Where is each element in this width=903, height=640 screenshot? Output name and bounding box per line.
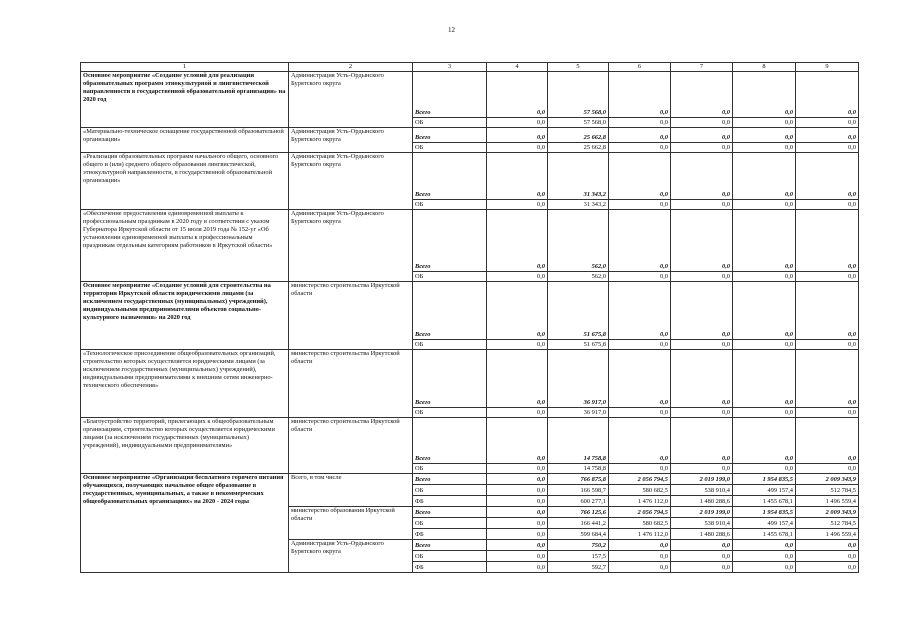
amount-cell: 0,0 bbox=[733, 118, 796, 128]
amount-cell: 0,0 bbox=[487, 529, 548, 540]
amount-cell: 0,0 bbox=[671, 72, 733, 118]
funding-source: ФБ bbox=[413, 529, 487, 540]
column-number-2: 2 bbox=[289, 63, 413, 72]
funding-source: Всего bbox=[413, 350, 487, 408]
amount-cell: 0,0 bbox=[487, 210, 548, 272]
amount-cell: 512 784,5 bbox=[796, 485, 859, 496]
amount-cell: 2 056 794,5 bbox=[609, 474, 671, 485]
amount-cell: 0,0 bbox=[796, 562, 859, 573]
amount-cell: 0,0 bbox=[671, 540, 733, 551]
amount-cell: 0,0 bbox=[796, 340, 859, 350]
amount-cell: 25 662,8 bbox=[548, 143, 609, 153]
amount-cell: 1 455 678,1 bbox=[733, 496, 796, 507]
funding-source: Всего bbox=[413, 72, 487, 118]
funding-source: Всего bbox=[413, 282, 487, 340]
executor-name: министерство строительства Иркутской области bbox=[289, 282, 413, 350]
amount-cell: 51 675,8 bbox=[548, 282, 609, 340]
amount-cell: 0,0 bbox=[487, 72, 548, 118]
amount-cell: 562,0 bbox=[548, 272, 609, 282]
amount-cell: 512 784,5 bbox=[796, 518, 859, 529]
table-row bbox=[81, 350, 859, 408]
amount-cell: 0,0 bbox=[733, 340, 796, 350]
amount-cell: 25 662,8 bbox=[548, 128, 609, 143]
amount-cell: 166 598,7 bbox=[548, 485, 609, 496]
amount-cell: 0,0 bbox=[487, 128, 548, 143]
amount-cell: 0,0 bbox=[671, 200, 733, 210]
amount-cell: 0,0 bbox=[609, 128, 671, 143]
amount-cell: 36 917,0 bbox=[548, 350, 609, 408]
amount-cell: 0,0 bbox=[487, 562, 548, 573]
amount-cell: 2 019 199,0 bbox=[671, 474, 733, 485]
amount-cell: 0,0 bbox=[609, 551, 671, 562]
amount-cell: 1 954 835,5 bbox=[733, 507, 796, 518]
budget-table bbox=[80, 62, 859, 573]
amount-cell: 0,0 bbox=[733, 72, 796, 118]
amount-cell: 0,0 bbox=[487, 143, 548, 153]
amount-cell: 36 917,0 bbox=[548, 408, 609, 418]
amount-cell: 0,0 bbox=[487, 518, 548, 529]
event-name: Основное мероприятие «Создание условий для реализации образовательных программ этнокультурной и лингвистической направленности в государственной образовательной организации» на 2020 год bbox=[81, 72, 289, 128]
funding-source: ОБ bbox=[413, 118, 487, 128]
column-number-9: 9 bbox=[796, 63, 859, 72]
amount-cell: 562,0 bbox=[548, 210, 609, 272]
funding-source: ОБ bbox=[413, 408, 487, 418]
executor-name: Администрация Усть-Ордынского Бурятского округа bbox=[289, 72, 413, 128]
column-number-5: 5 bbox=[548, 63, 609, 72]
amount-cell: 0,0 bbox=[733, 272, 796, 282]
table-row bbox=[81, 128, 859, 143]
amount-cell: 499 157,4 bbox=[733, 485, 796, 496]
table-header-row bbox=[81, 63, 859, 72]
table-row bbox=[81, 210, 859, 272]
amount-cell: 499 157,4 bbox=[733, 518, 796, 529]
funding-source: Всего bbox=[413, 128, 487, 143]
funding-source: ФБ bbox=[413, 562, 487, 573]
amount-cell: 0,0 bbox=[671, 562, 733, 573]
amount-cell: 0,0 bbox=[796, 408, 859, 418]
amount-cell: 0,0 bbox=[671, 153, 733, 200]
amount-cell: 0,0 bbox=[487, 153, 548, 200]
event-name: «Реализация образовательных программ начального общего, основного общего и (или) среднего общего образования лингвистической, этнокультурной направленности, в государственной образовательной организации» bbox=[81, 153, 289, 210]
amount-cell: 0,0 bbox=[609, 153, 671, 200]
amount-cell: 31 343,2 bbox=[548, 200, 609, 210]
column-number-4: 4 bbox=[487, 63, 548, 72]
amount-cell: 2 009 343,9 bbox=[796, 474, 859, 485]
amount-cell: 0,0 bbox=[671, 350, 733, 408]
funding-source: Всего bbox=[413, 210, 487, 272]
funding-source: ОБ bbox=[413, 340, 487, 350]
amount-cell: 0,0 bbox=[609, 282, 671, 340]
funding-source: Всего bbox=[413, 540, 487, 551]
amount-cell: 0,0 bbox=[733, 350, 796, 408]
funding-source: ОБ bbox=[413, 143, 487, 153]
amount-cell: 0,0 bbox=[487, 464, 548, 474]
executor-name: министерство строительства Иркутской области bbox=[289, 418, 413, 474]
amount-cell: 0,0 bbox=[609, 418, 671, 464]
amount-cell: 0,0 bbox=[609, 540, 671, 551]
amount-cell: 0,0 bbox=[671, 551, 733, 562]
amount-cell: 1 954 835,5 bbox=[733, 474, 796, 485]
amount-cell: 0,0 bbox=[671, 418, 733, 464]
amount-cell: 750,2 bbox=[548, 540, 609, 551]
event-name: «Технологическое присоединение общеобразовательных организаций, строительство которых осуществляется юридическими лицами (за исключением государственных (муниципальных) учреждений), индивидуальными предпринимателями к внешним сетям инженерно-технического обеспечения» bbox=[81, 350, 289, 418]
amount-cell: 0,0 bbox=[609, 72, 671, 118]
amount-cell: 0,0 bbox=[487, 418, 548, 464]
amount-cell: 57 568,0 bbox=[548, 118, 609, 128]
amount-cell: 0,0 bbox=[487, 540, 548, 551]
column-number-3: 3 bbox=[413, 63, 487, 72]
amount-cell: 0,0 bbox=[671, 464, 733, 474]
table-row bbox=[81, 418, 859, 464]
amount-cell: 0,0 bbox=[733, 418, 796, 464]
amount-cell: 538 910,4 bbox=[671, 518, 733, 529]
amount-cell: 0,0 bbox=[487, 474, 548, 485]
amount-cell: 1 455 678,1 bbox=[733, 529, 796, 540]
amount-cell: 0,0 bbox=[671, 210, 733, 272]
amount-cell: 0,0 bbox=[796, 350, 859, 408]
amount-cell: 580 682,5 bbox=[609, 518, 671, 529]
event-name: «Материально-техническое оснащение государственной образовательной организации» bbox=[81, 128, 289, 153]
amount-cell: 0,0 bbox=[487, 282, 548, 340]
funding-source: ОБ bbox=[413, 551, 487, 562]
amount-cell: 1 496 559,4 bbox=[796, 529, 859, 540]
amount-cell: 0,0 bbox=[487, 408, 548, 418]
amount-cell: 0,0 bbox=[796, 118, 859, 128]
amount-cell: 0,0 bbox=[796, 143, 859, 153]
amount-cell: 0,0 bbox=[487, 200, 548, 210]
amount-cell: 0,0 bbox=[733, 210, 796, 272]
amount-cell: 0,0 bbox=[733, 282, 796, 340]
amount-cell: 0,0 bbox=[487, 118, 548, 128]
amount-cell: 0,0 bbox=[671, 143, 733, 153]
amount-cell: 0,0 bbox=[671, 282, 733, 340]
amount-cell: 2 019 199,0 bbox=[671, 507, 733, 518]
amount-cell: 580 682,5 bbox=[609, 485, 671, 496]
amount-cell: 0,0 bbox=[796, 72, 859, 118]
amount-cell: 0,0 bbox=[609, 408, 671, 418]
amount-cell: 599 684,4 bbox=[548, 529, 609, 540]
table-row bbox=[81, 153, 859, 200]
amount-cell: 0,0 bbox=[733, 540, 796, 551]
executor-name: Всего, в том числе bbox=[289, 474, 413, 507]
amount-cell: 57 568,0 bbox=[548, 72, 609, 118]
amount-cell: 14 758,8 bbox=[548, 464, 609, 474]
table-row bbox=[81, 474, 859, 485]
funding-source: ОБ bbox=[413, 518, 487, 529]
amount-cell: 0,0 bbox=[487, 551, 548, 562]
executor-name: министерство образования Иркутской области bbox=[289, 507, 413, 540]
amount-cell: 0,0 bbox=[796, 551, 859, 562]
executor-name: министерство строительства Иркутской области bbox=[289, 350, 413, 418]
executor-name: Администрация Усть-Ордынского Бурятского округа bbox=[289, 540, 413, 573]
amount-cell: 0,0 bbox=[487, 350, 548, 408]
amount-cell: 1 480 288,6 bbox=[671, 496, 733, 507]
table-row bbox=[81, 282, 859, 340]
event-name: «Обеспечение предоставления единовременной выплаты к профессиональным праздникам в 2020 году в соответствии с указом Губернатора Иркутской области от 15 июля 2019 года № 152-уг «Об установлении единовременной выплаты к профессиональным праздникам отдельным категориям работников в Иркутской области» bbox=[81, 210, 289, 282]
amount-cell: 0,0 bbox=[609, 350, 671, 408]
amount-cell: 1 476 112,0 bbox=[609, 496, 671, 507]
amount-cell: 0,0 bbox=[671, 118, 733, 128]
executor-name: Администрация Усть-Ордынского Бурятского округа bbox=[289, 210, 413, 282]
amount-cell: 0,0 bbox=[671, 408, 733, 418]
amount-cell: 592,7 bbox=[548, 562, 609, 573]
executor-name: Администрация Усть-Ордынского Бурятского округа bbox=[289, 128, 413, 153]
funding-source: ФБ bbox=[413, 496, 487, 507]
column-number-8: 8 bbox=[733, 63, 796, 72]
amount-cell: 538 910,4 bbox=[671, 485, 733, 496]
amount-cell: 2 056 794,5 bbox=[609, 507, 671, 518]
amount-cell: 0,0 bbox=[796, 418, 859, 464]
amount-cell: 0,0 bbox=[609, 464, 671, 474]
amount-cell: 766 875,8 bbox=[548, 474, 609, 485]
amount-cell: 0,0 bbox=[487, 496, 548, 507]
funding-source: Всего bbox=[413, 153, 487, 200]
amount-cell: 0,0 bbox=[796, 464, 859, 474]
funding-source: Всего bbox=[413, 507, 487, 518]
column-number-7: 7 bbox=[671, 63, 733, 72]
amount-cell: 0,0 bbox=[487, 507, 548, 518]
amount-cell: 0,0 bbox=[733, 143, 796, 153]
amount-cell: 0,0 bbox=[671, 340, 733, 350]
amount-cell: 0,0 bbox=[733, 200, 796, 210]
funding-source: Всего bbox=[413, 474, 487, 485]
amount-cell: 0,0 bbox=[671, 272, 733, 282]
amount-cell: 0,0 bbox=[671, 128, 733, 143]
amount-cell: 0,0 bbox=[796, 210, 859, 272]
amount-cell: 1 476 112,0 bbox=[609, 529, 671, 540]
amount-cell: 31 343,2 bbox=[548, 153, 609, 200]
amount-cell: 0,0 bbox=[796, 153, 859, 200]
amount-cell: 0,0 bbox=[609, 340, 671, 350]
amount-cell: 0,0 bbox=[609, 200, 671, 210]
amount-cell: 1 496 559,4 bbox=[796, 496, 859, 507]
amount-cell: 2 009 343,9 bbox=[796, 507, 859, 518]
amount-cell: 0,0 bbox=[796, 200, 859, 210]
funding-source: ОБ bbox=[413, 200, 487, 210]
amount-cell: 0,0 bbox=[733, 153, 796, 200]
amount-cell: 0,0 bbox=[733, 128, 796, 143]
executor-name: Администрация Усть-Ордынского Бурятского округа bbox=[289, 153, 413, 210]
amount-cell: 0,0 bbox=[609, 562, 671, 573]
event-name: «Благоустройство территорий, прилегающих к общеобразовательным организациям, строительство которых осуществляется юридическими лицами (за исключением государственных (муниципальных) учреждений), индивидуальными предпринимателями» bbox=[81, 418, 289, 474]
amount-cell: 0,0 bbox=[796, 282, 859, 340]
amount-cell: 166 441,2 bbox=[548, 518, 609, 529]
column-number-6: 6 bbox=[609, 63, 671, 72]
event-name: Основное мероприятие «Организация бесплатного горячего питания обучающихся, получающих начальное общее образование в государственных, муниципальных, а также в некоммерческих общеобразовательных организациях» на 2020 - 2024 годы bbox=[81, 474, 289, 573]
amount-cell: 0,0 bbox=[733, 408, 796, 418]
funding-source: ОБ bbox=[413, 464, 487, 474]
amount-cell: 1 480 288,6 bbox=[671, 529, 733, 540]
amount-cell: 0,0 bbox=[733, 562, 796, 573]
amount-cell: 14 758,8 bbox=[548, 418, 609, 464]
funding-source: Всего bbox=[413, 418, 487, 464]
amount-cell: 0,0 bbox=[609, 143, 671, 153]
amount-cell: 0,0 bbox=[733, 464, 796, 474]
amount-cell: 0,0 bbox=[487, 340, 548, 350]
amount-cell: 600 277,1 bbox=[548, 496, 609, 507]
table-row bbox=[81, 72, 859, 118]
funding-source: ОБ bbox=[413, 272, 487, 282]
amount-cell: 0,0 bbox=[796, 540, 859, 551]
amount-cell: 0,0 bbox=[487, 272, 548, 282]
amount-cell: 0,0 bbox=[609, 210, 671, 272]
amount-cell: 766 125,6 bbox=[548, 507, 609, 518]
amount-cell: 0,0 bbox=[733, 551, 796, 562]
amount-cell: 0,0 bbox=[796, 128, 859, 143]
amount-cell: 0,0 bbox=[796, 272, 859, 282]
event-name: Основное мероприятие «Создание условий для строительства на территории Иркутской области юридическими лицами (за исключением государственных (муниципальных) учреждений), индивидуальными предпринимателями объектов социально-культурного назначения» на 2020 год bbox=[81, 282, 289, 350]
column-number-1: 1 bbox=[81, 63, 289, 72]
amount-cell: 51 675,8 bbox=[548, 340, 609, 350]
amount-cell: 0,0 bbox=[609, 272, 671, 282]
page-number: 12 bbox=[448, 26, 455, 34]
amount-cell: 0,0 bbox=[609, 118, 671, 128]
amount-cell: 0,0 bbox=[487, 485, 548, 496]
amount-cell: 157,5 bbox=[548, 551, 609, 562]
funding-source: ОБ bbox=[413, 485, 487, 496]
